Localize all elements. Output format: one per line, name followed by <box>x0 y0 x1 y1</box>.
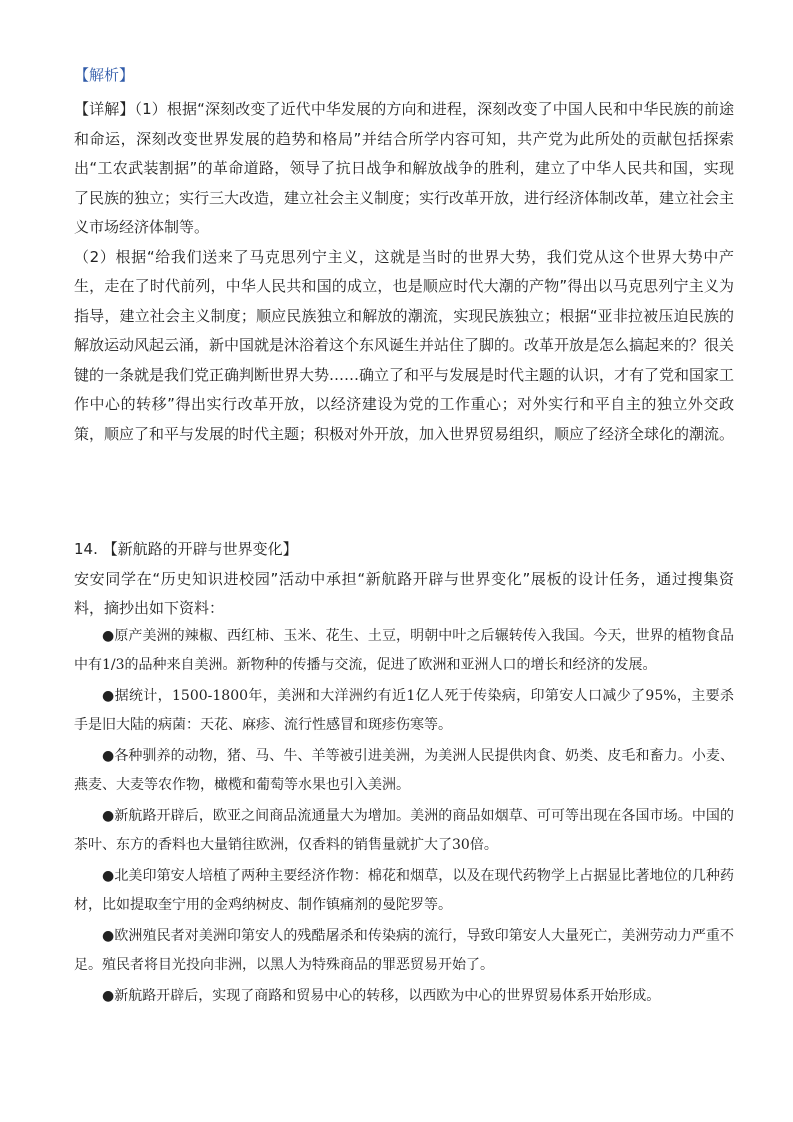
material-text: 新航路开辟后，欧亚之间商品流通量大为增加。美洲的商品如烟草、可可等出现在各国市场。中国的茶叶、东方的香料也大量销往欧洲，仅香料的销售量就扩大了30倍。 <box>74 808 735 853</box>
question-title: 14. 【新航路的开辟与世界变化】 <box>74 540 298 558</box>
bullet-icon: ● <box>102 988 115 1004</box>
analysis-heading: 【解析】 <box>74 66 135 84</box>
material-item <box>74 982 734 1011</box>
bullet-icon: ● <box>102 748 115 764</box>
material-item <box>74 862 734 920</box>
question-intro-text: 安安同学在“历史知识进校园”活动中承担“新航路开辟与世界变化”展板的设计任务，通过搜集资料，摘抄出如下资料： <box>74 570 734 617</box>
bullet-icon: ● <box>102 628 115 644</box>
material-text: 新航路开辟后，实现了商路和贸易中心的转移，以西欧为中心的世界贸易体系开始形成。 <box>114 988 661 1004</box>
analysis-paragraph-2: （2）根据“给我们送来了马克思列宁主义，这就是当时的世界大势，我们党从这个世界大势中产生，走在了时代前列，中华人民共和国的成立，也是顺应时代大潮的产物”得出以马克思列宁主义为指导，建立社会主义制度；顺应民族独立和解放的潮流，实现民族独立；根据“亚非拉被压迫民族的解放运动风起云涌，新中国就是沐浴着这个东风诞生并站住了脚的。改革开放是怎么搞起来的？很关键的一条就是我们党正确判断世界大势……确立了和平与发展是时代主题的认识，才有了党和国家工作中心的转移”得出实行改革开放，以经济建设为党的工作重心；对外实行和平自主的独立外交政策，顺应了和平与发展的时代主题；积极对外开放，加入世界贸易组织，顺应了经济全球化的潮流。 <box>74 247 735 443</box>
material-text: 欧洲殖民者对美洲印第安人的残酷屠杀和传染病的流行，导致印第安人大量死亡，美洲劳动力严重不足。殖民者将目光投向非洲，以黑人为特殊商品的罪恶贸易开始了。 <box>74 928 735 973</box>
bullet-icon: ● <box>102 928 115 944</box>
material-text: 北美印第安人培植了两种主要经济作物：棉花和烟草，以及在现代药物学上占据显比著地位的几种药材，比如提取奎宁用的金鸡纳树皮、制作镇痛剂的曼陀罗等。 <box>74 868 735 913</box>
material-item <box>74 742 734 800</box>
material-text: 各种驯养的动物，猪、马、牛、羊等被引进美洲，为美洲人民提供肉食、奶类、皮毛和畜力。小麦、燕麦、大麦等农作物，橄榄和葡萄等水果也引入美洲。 <box>74 748 735 793</box>
material-item <box>74 622 734 680</box>
material-item <box>74 922 734 980</box>
material-text: 据统计，1500-1800年，美洲和大洋洲约有近1亿人死于传染病，印第安人口减少了95%，主要杀手是旧大陆的病菌：天花、麻疹、流行性感冒和斑疹伤寒等。 <box>74 688 734 733</box>
material-item <box>74 802 734 860</box>
material-item <box>74 682 734 740</box>
question-intro <box>74 565 734 623</box>
material-list <box>74 622 734 1013</box>
analysis-paragraph-1: 【详解】（1）根据“深刻改变了近代中华发展的方向和进程，深刻改变了中国人民和中华民族的前途和命运，深刻改变世界发展的趋势和格局”并结合所学内容可知，共产党为此所处的贡献包括探索出“工农武装割据”的革命道路，领导了抗日战争和解放战争的胜利，建立了中华人民共和国，实现了民族的独立；实行三大改造，建立社会主义制度；实行改革开放，进行经济体制改革，建立社会主义市场经济体制等。 <box>74 100 735 236</box>
bullet-icon: ● <box>102 868 115 884</box>
analysis-body <box>74 95 734 449</box>
bullet-icon: ● <box>102 688 115 704</box>
material-text: 原产美洲的辣椒、西红柿、玉米、花生、土豆，明朝中叶之后辗转传入我国。今天，世界的植物食品中有1/3的品种来自美洲。新物种的传播与交流，促进了欧洲和亚洲人口的增长和经济的发展。 <box>74 628 735 673</box>
bullet-icon: ● <box>102 808 115 824</box>
